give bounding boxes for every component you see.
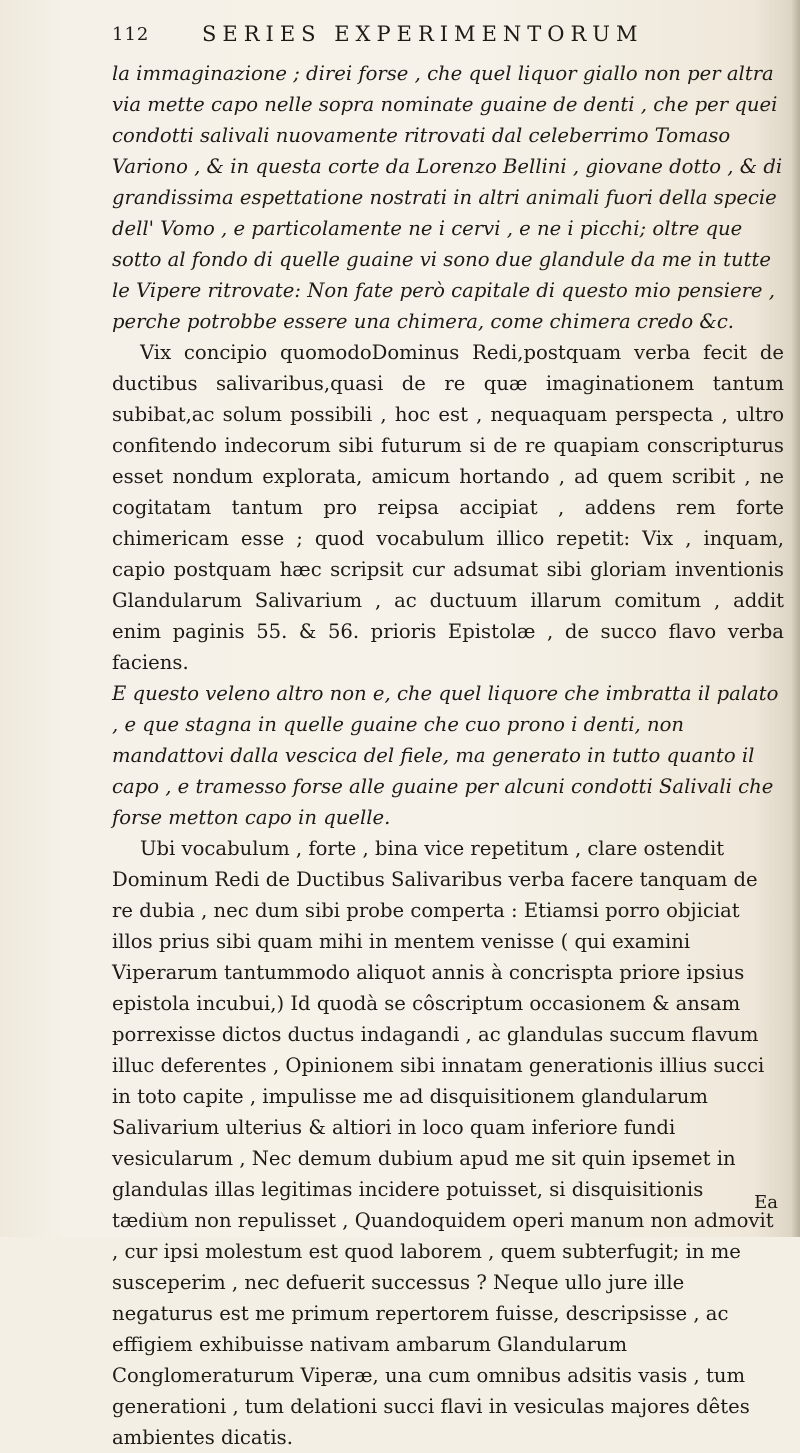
page-number: 112 <box>112 24 150 45</box>
catchword: Ea <box>754 1192 778 1213</box>
italian-quote-paragraph-2: E questo veleno altro non e, che quel liquore che imbratta il palato , e que stagna in quelle guaine che cuo prono i denti, non mandattovi dalla vescica del fiele, ma generato in tutto quanto il capo , e tramesso forse alle guaine per alcuni condotti Salivali che forse metton capo in quelle. <box>112 682 779 829</box>
page-header <box>112 20 782 50</box>
page-edge-shadow <box>792 0 800 1237</box>
latin-paragraph-1: Vix concipio quomodoDominus Redi,postquam verba fecit de ductibus salivaribus,quasi de re quæ imaginationem tantum subibat,ac solum possibili , hoc est , nequaquam perspecta , ultro confitendo indecorum sibi futurum si de re quapiam conscripturus esset nondum explorata, amicum hortando , ad quem scribit , ne cogitatam tantum pro reipsa accipiat , addens rem forte chimericam esse ; quod vocabulum illico repetit: Vix , inquam, capio postquam hæc scripsit cur adsumat sibi gloriam inventionis Glandularum Salivarium , ac ductuum illarum comitum , addit enim paginis 55. & 56. prioris Epistolæ , de succo flavo verba faciens. <box>112 341 784 674</box>
latin-paragraph-2: Ubi vocabulum , forte , bina vice repetitum , clare ostendit Dominum Redi de Ductibus Salivaribus verba facere tanquam de re dubia , nec dum sibi probe comperta : Etiamsi porro objiciat illos prius sibi quam mihi in mentem venisse ( qui examini Viperarum tantummodo aliquot annis à concrispta priore ipsius epistola incubui,) Id quodà se côscriptum occasionem & ansam porrexisse dictos ductus indagandi , ac glandulas succum flavum illuc deferentes , Opinionem sibi innatam generationis illius succi in toto capite , impulisse me ad disquisitionem glandularum Salivarium ulterius & altiori in loco quam inferiore fundi vesicularum , Nec demum dubium apud me sit quin ipsemet in glandulas illas legitimas incidere potuisset, si disquisitionis tædium non repulisset , Quandoquidem operi manum non admovit , cur ipsi molestum est quod laborem , quem subterfugit; in me susceperim , nec defuerit successus ? Neque ullo jure ille negaturus est me primum repertorem fuisse, descripsisse , ac effigiem exhibuisse nativam ambarum Glandularum Conglomeraturum Viperæ, una cum omnibus adsitis vasis , tum generationi , tum delationi succi flavi in vesiculas majores dêtes ambientes dicatis. <box>112 837 774 1449</box>
page-body <box>112 58 784 1453</box>
italian-quote-paragraph-1: la immaginazione ; direi forse , che quel liquor giallo non per altra via mette capo nelle sopra nominate guaine de denti , che per quei condotti salivali nuovamente ritrovati dal celeberrimo Tomaso Variono , & in questa corte da Lorenzo Bellini , giovane dotto , & di grandissima espettatione nostrati in altri animali fuori della specie dell' Vomo , e particolamente ne i cervi , e ne i picchi; oltre que sotto al fondo di quelle guaine vi sono due glandule da me in tutte le Vipere ritrovate: Non fate però capitale di questo mio pensiere , perche potrobbe essere una chimera, come chimera credo &c. <box>112 62 783 333</box>
running-title: SERIES EXPERIMENTORUM <box>202 22 644 46</box>
